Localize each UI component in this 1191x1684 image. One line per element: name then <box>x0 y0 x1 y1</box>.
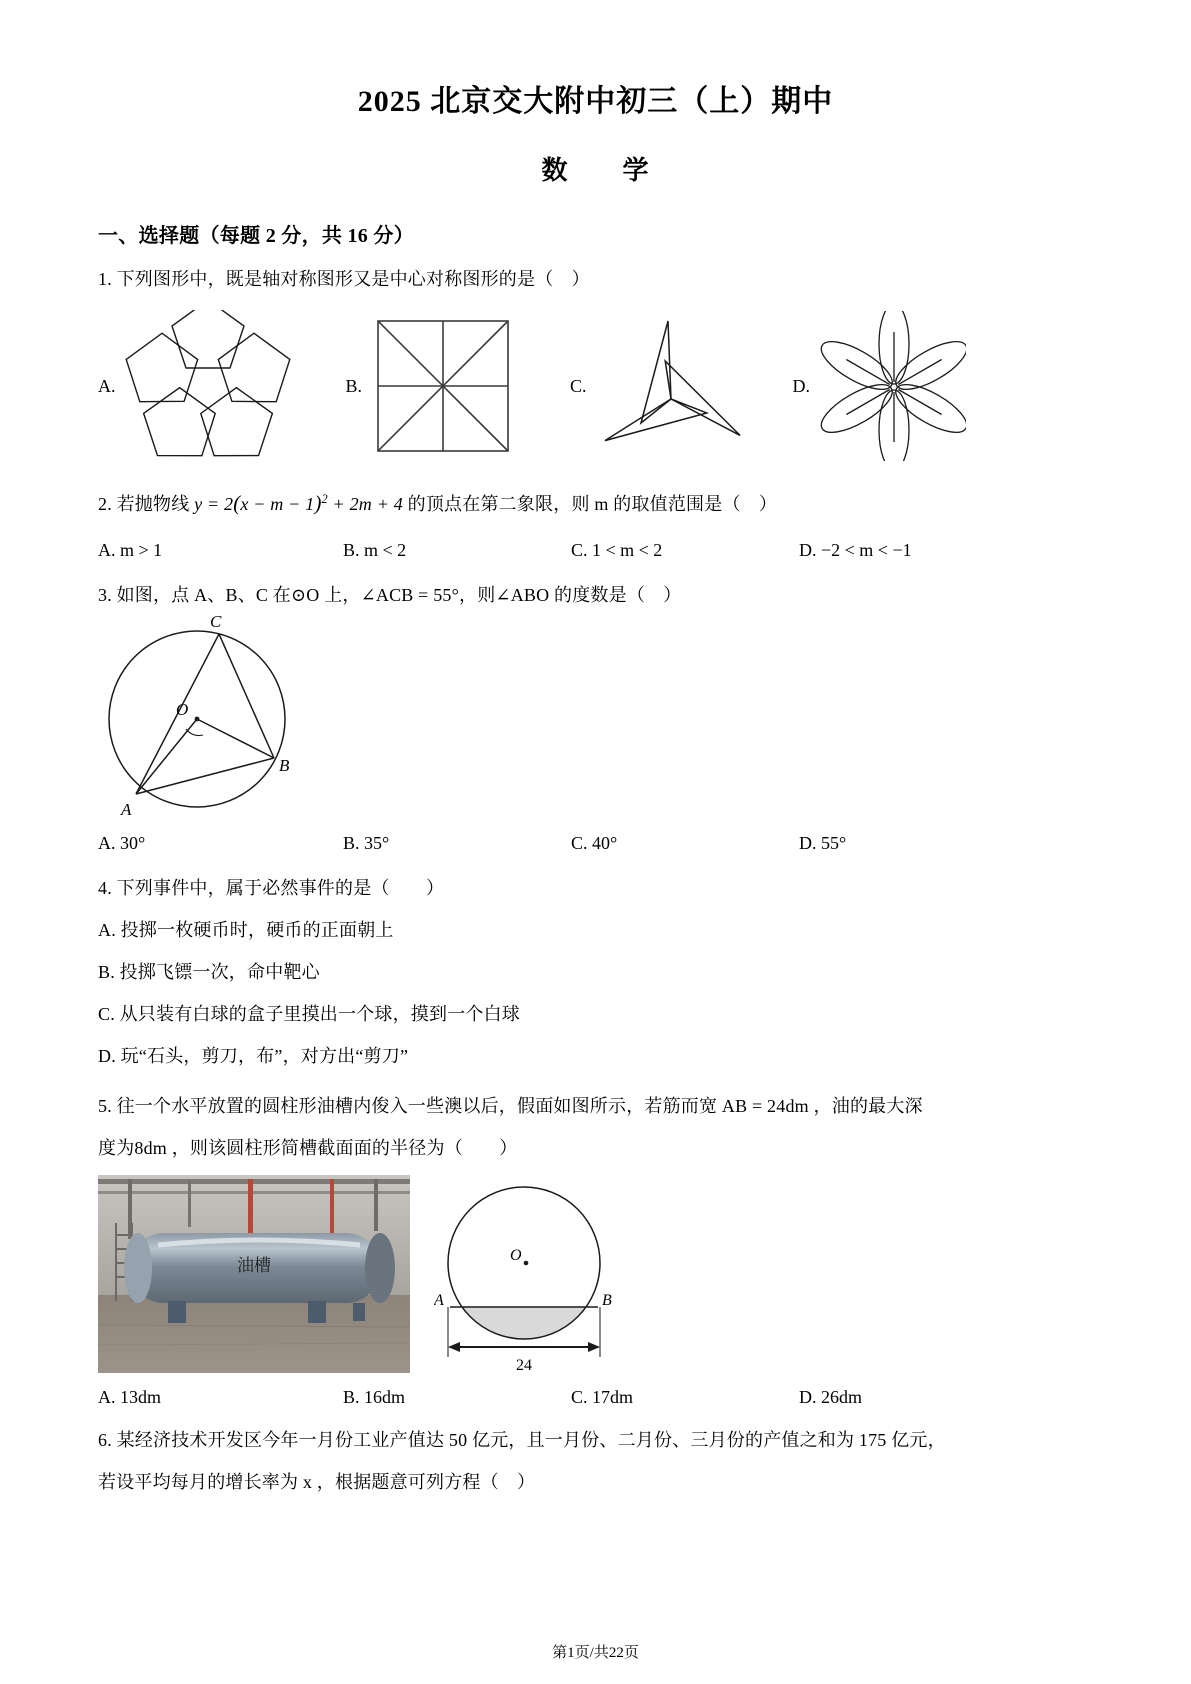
question-4-text: 4. 下列事件中，属于必然事件的是（ ） <box>98 877 445 898</box>
cross-label-width: 24 <box>516 1356 532 1373</box>
question-1-figures <box>98 306 1093 466</box>
cross-label-b: B <box>602 1291 612 1309</box>
question-6-line-1: 6. 某经济技术开发区今年一月份工业产值达 50 亿元，且一月份、二月份、三月份的产值之和为 175 亿元， <box>98 1429 946 1450</box>
pentagon-rosette-icon <box>122 310 294 462</box>
question-5-option-b[interactable]: B. 16dm <box>343 1386 406 1407</box>
question-1-option-c[interactable] <box>570 311 743 461</box>
question-4-option-c[interactable]: C. 从只装有白球的盒子里摸出一个球，摸到一个白球 <box>98 1004 521 1025</box>
question-2-option-b[interactable]: B. m < 2 <box>343 539 407 560</box>
question-3-option-b[interactable]: B. 35° <box>343 832 390 853</box>
point-label-a: A <box>121 799 132 819</box>
question-5-line-2: 度为8dm ，则该圆柱形简槽截面面的半径为（ ） <box>98 1137 518 1158</box>
option-label-a: A. <box>98 375 116 396</box>
question-4-option-b[interactable]: B. 投掷飞镖一次，命中靶心 <box>98 962 320 983</box>
question-3-figure <box>104 616 1093 821</box>
question-4-option-d[interactable]: D. 玩“石头，剪刀，布”，对方出“剪刀” <box>98 1046 409 1067</box>
page-content <box>98 0 1093 1497</box>
question-2-options <box>98 540 1093 561</box>
cross-label-a: A <box>434 1291 444 1309</box>
question-1-text: 1. 下列图形中，既是轴对称图形又是中心对称图形的是（ ） <box>98 269 590 289</box>
oil-tank-photo <box>98 1175 410 1373</box>
question-5-figures <box>98 1175 1093 1373</box>
option-label-c: C. <box>570 375 587 396</box>
option-label-b: B. <box>345 375 363 396</box>
circle-geometry-icon <box>104 616 319 821</box>
section-heading: 一、选择题（每题 2 分，共 16 分） <box>98 225 414 247</box>
question-3-text: 3. 如图，点 A、B、C 在⊙O 上，∠ACB = 55°，则∠ABO 的度数是（ ） <box>98 584 682 605</box>
page-title: 2025 北京交大附中初三（上）期中 <box>357 85 834 118</box>
question-3-option-c[interactable]: C. 40° <box>571 832 618 853</box>
point-label-c: C <box>210 615 222 631</box>
point-label-o: O <box>176 699 189 719</box>
question-2-suffix: 的顶点在第二象限，则 m 的取值范围是（ ） <box>402 494 778 515</box>
question-3-option-d[interactable]: D. 55° <box>799 832 847 853</box>
page-footer: 第1页/共22页 <box>552 1645 639 1661</box>
question-3-options <box>98 833 1093 854</box>
question-5-line-1: 5. 往一个水平放置的圆柱形油槽内俊入一些澳以后，假面如图所示，若筋而宽 AB = 24dm ，油的最大深 <box>98 1095 923 1116</box>
question-5-option-c[interactable]: C. 17dm <box>571 1386 634 1407</box>
question-5-option-d[interactable]: D. 26dm <box>799 1386 862 1407</box>
question-1-option-d[interactable] <box>793 311 967 461</box>
point-label-b: B <box>279 755 290 775</box>
option-label-d: D. <box>792 375 811 396</box>
tank-text-label: 油槽 <box>237 1255 271 1275</box>
oil-tank-cross-section <box>434 1175 634 1373</box>
question-1-option-b[interactable] <box>346 311 519 461</box>
question-5-option-a[interactable]: A. 13dm <box>98 1386 161 1407</box>
question-1-option-a[interactable] <box>98 310 294 462</box>
six-petal-flower-icon <box>816 311 966 461</box>
cross-section-diagram-icon <box>434 1175 634 1373</box>
question-5-options <box>98 1387 1093 1408</box>
question-3-option-a[interactable]: A. 30° <box>98 832 146 853</box>
pinwheel-square-icon <box>368 311 518 461</box>
question-2-option-c[interactable]: C. 1 < m < 2 <box>571 539 663 560</box>
question-2-prefix: 2. 若抛物线 <box>98 494 195 515</box>
question-2-text <box>98 488 1093 522</box>
question-2-option-d[interactable]: D. −2 < m < −1 <box>799 539 912 560</box>
three-blade-propeller-icon <box>593 311 743 461</box>
question-2-option-a[interactable]: A. m > 1 <box>98 539 163 560</box>
question-2-formula: $y = 2(x - m - 1)^2 + 2m + 4$ <box>194 492 403 516</box>
question-6-line-2: 若设平均每月的增长率为 x ，根据题意可列方程（ ） <box>98 1472 536 1493</box>
oil-tank-illustration <box>98 1175 410 1373</box>
subject-title: 数 学 <box>541 156 650 185</box>
question-4-option-a[interactable]: A. 投掷一枚硬币时，硬币的正面朝上 <box>98 920 394 940</box>
cross-label-o: O <box>510 1246 522 1264</box>
